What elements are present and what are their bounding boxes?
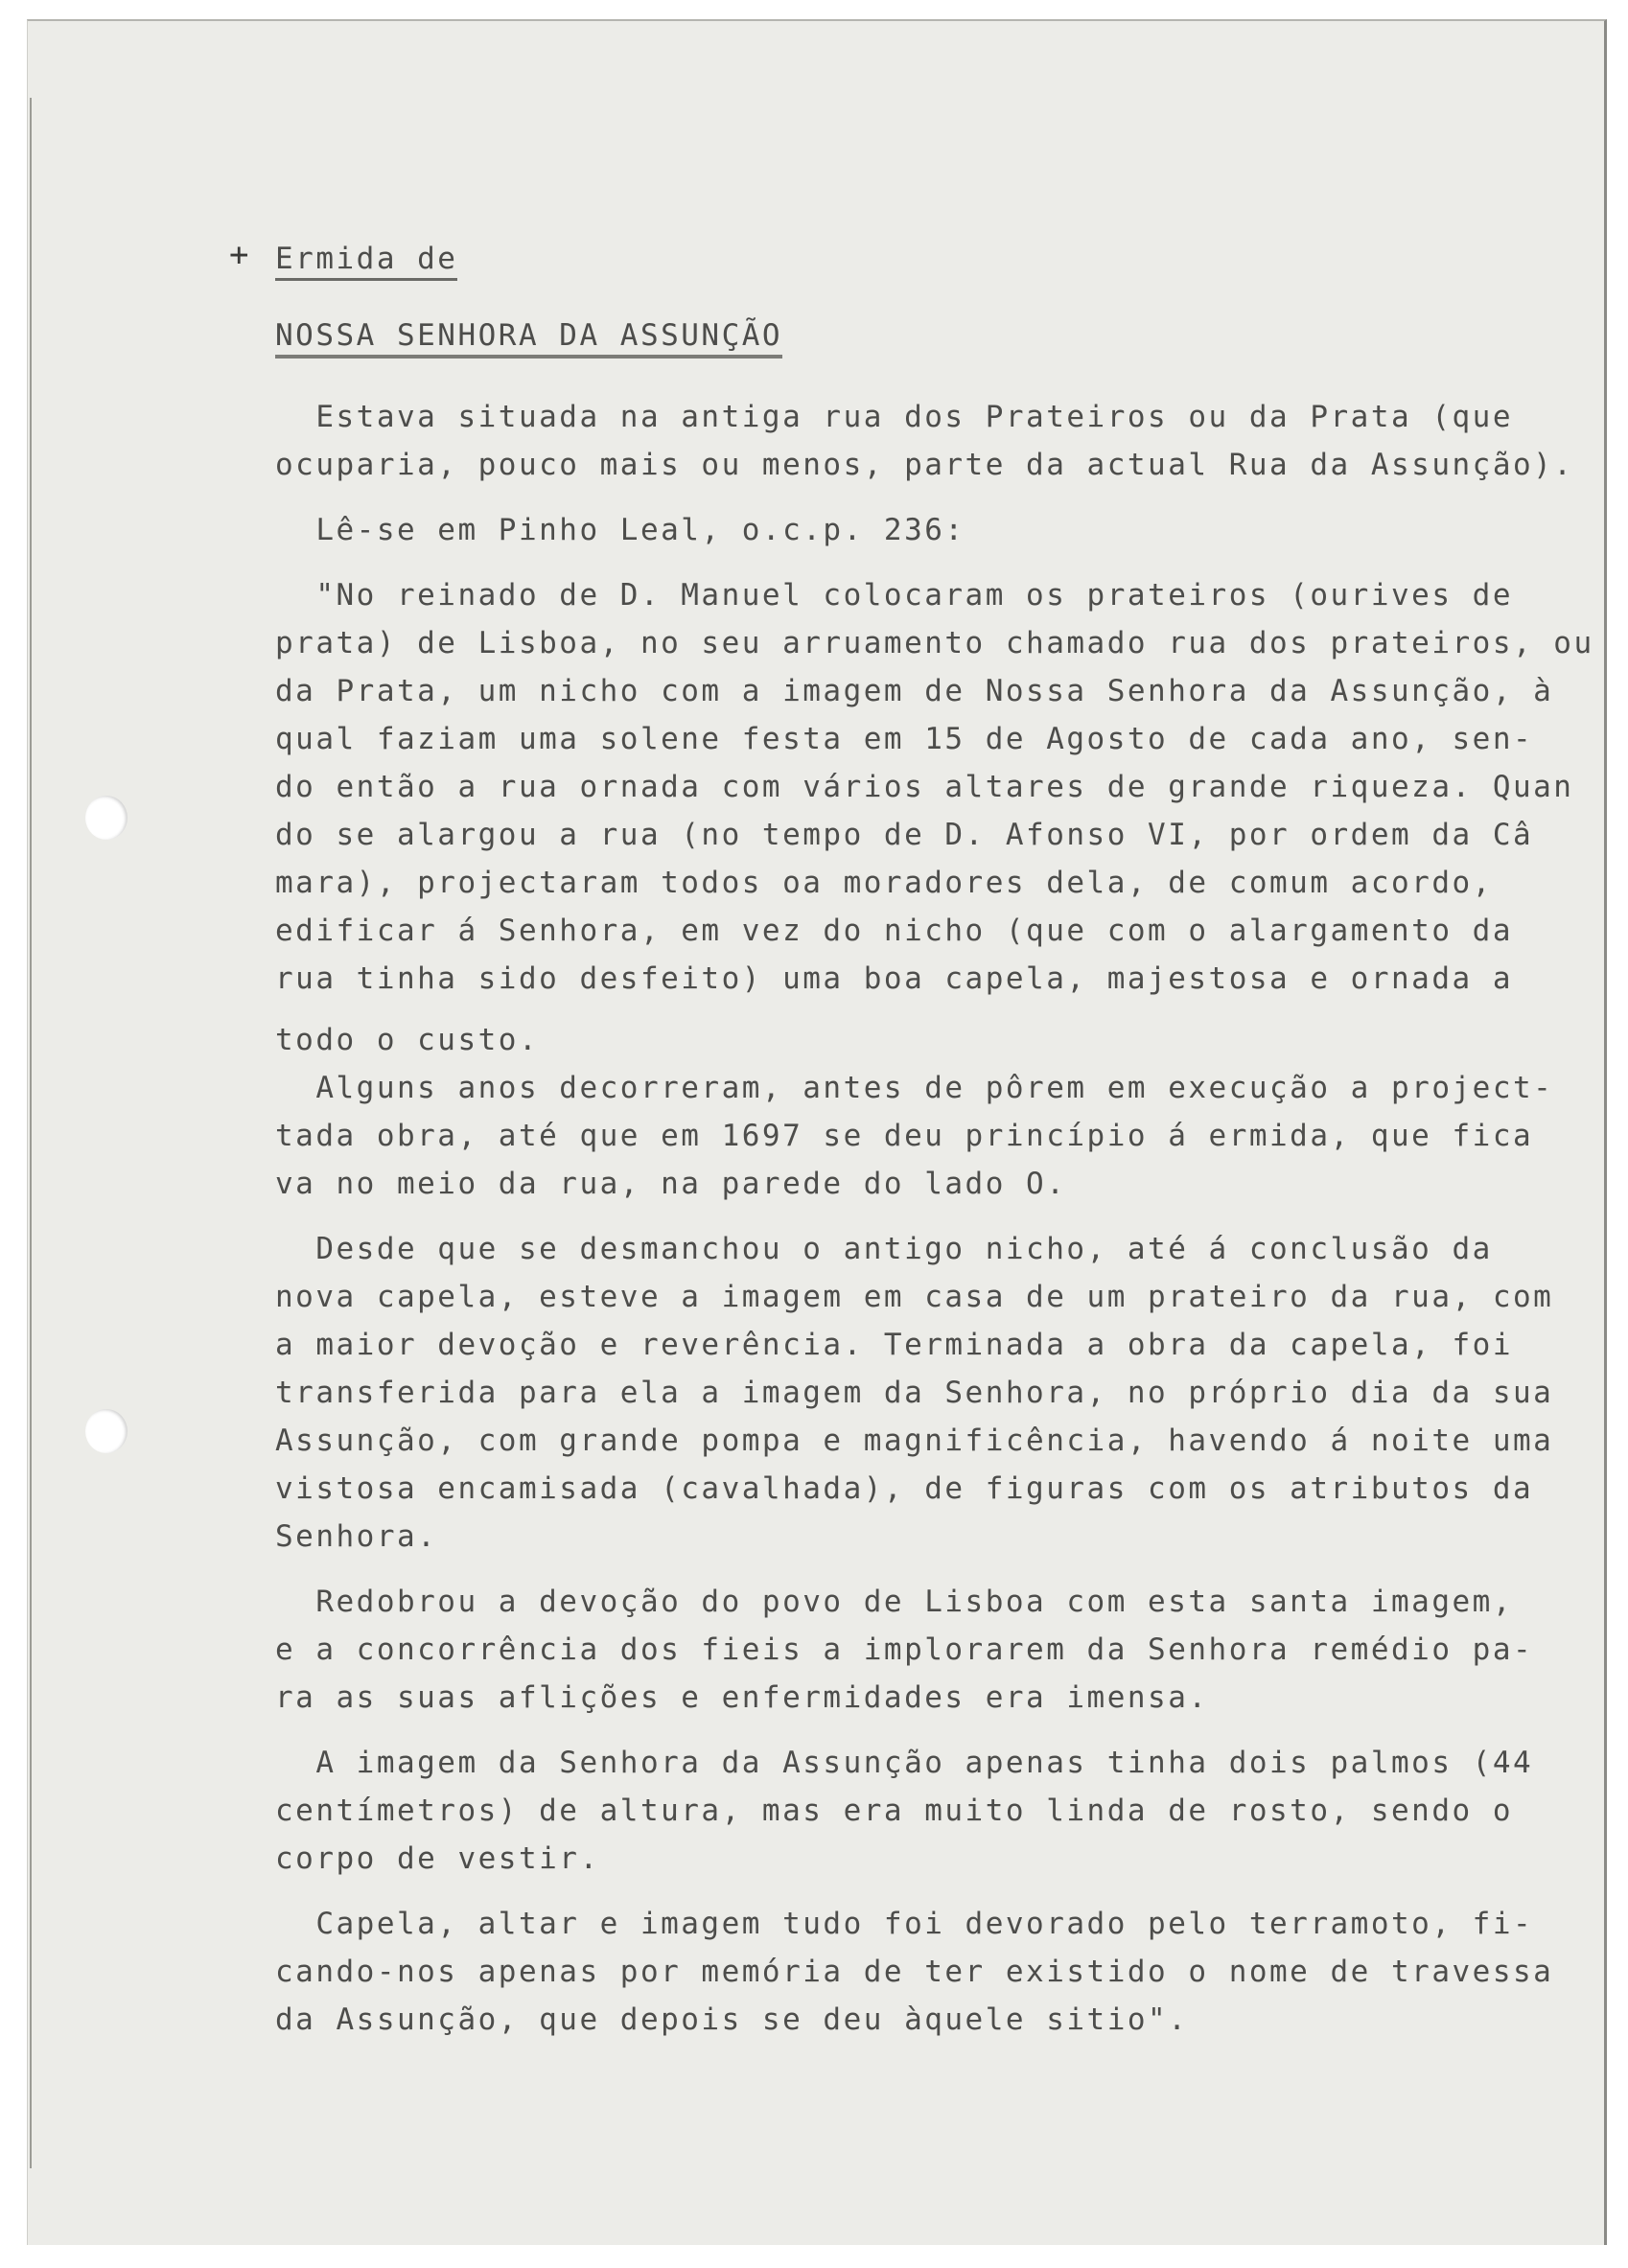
text-line: ra as suas aflições e enfermidades era imensa.: [275, 1680, 1209, 1715]
text-line: mara), projectaram todos oa moradores dela, de comum acordo,: [275, 866, 1493, 900]
text-line: qual faziam uma solene festa em 15 de Agosto de cada ano, sen-: [275, 722, 1534, 756]
text-line: vistosa encamisada (cavalhada), de figuras com os atributos da: [275, 1471, 1534, 1506]
text-line: ocuparia, pouco mais ou menos, parte da actual Rua da Assunção).: [275, 448, 1574, 482]
text-line: e a concorrência dos fieis a implorarem da Senhora remédio pa-: [275, 1632, 1534, 1667]
text-line: cando-nos apenas por memória de ter existido o nome de travessa: [275, 1955, 1554, 1989]
text-line: transferida para ela a imagem da Senhora, no próprio dia da sua: [275, 1376, 1554, 1410]
punch-hole: [85, 796, 128, 840]
document-body: [229, 236, 1594, 2044]
text-line: todo o custo.: [275, 1023, 540, 1057]
text-line: Desde que se desmanchou o antigo nicho, até á conclusão da: [275, 1232, 1493, 1266]
text-line: da Assunção, que depois se deu àquele sitio".: [275, 2002, 1189, 2037]
text-line: corpo de vestir.: [275, 1841, 600, 1876]
text-line: nova capela, esteve a imagem em casa de um prateiro da rua, com: [275, 1280, 1554, 1314]
text-line: Senhora.: [275, 1519, 438, 1554]
text-line: A imagem da Senhora da Assunção apenas tinha dois palmos (44: [275, 1746, 1534, 1780]
text-line: da Prata, um nicho com a imagem de Nossa Senhora da Assunção, à: [275, 674, 1554, 708]
text-line: va no meio da rua, na parede do lado O.: [275, 1167, 1067, 1201]
text-line: do então a rua ornada com vários altares de grande riqueza. Quan: [275, 770, 1574, 804]
page-margin-line: [30, 98, 32, 2168]
cross-mark-icon: +: [229, 236, 251, 274]
punch-hole: [85, 1409, 128, 1453]
page-title: NOSSA SENHORA DA ASSUNÇÃO: [275, 316, 782, 359]
text-line: do se alargou a rua (no tempo de D. Afonso VI, por ordem da Câ: [275, 818, 1534, 852]
text-line: Alguns anos decorreram, antes de pôrem em execução a project-: [275, 1071, 1554, 1105]
text-line: tada obra, até que em 1697 se deu princípio á ermida, que fica: [275, 1119, 1534, 1153]
text-line: Assunção, com grande pompa e magnificência, havendo á noite uma: [275, 1423, 1554, 1458]
text-line: rua tinha sido desfeito) uma boa capela, majestosa e ornada a: [275, 961, 1513, 996]
text-line: Lê-se em Pinho Leal, o.c.p. 236:: [275, 513, 965, 547]
text-line: edificar á Senhora, em vez do nicho (que com o alargamento da: [275, 914, 1513, 948]
text-line: prata) de Lisboa, no seu arruamento chamado rua dos prateiros, ou: [275, 626, 1594, 660]
text-line: "No reinado de D. Manuel colocaram os prateiros (ourives de: [275, 578, 1513, 613]
text-line: a maior devoção e reverência. Terminada a obra da capela, foi: [275, 1328, 1513, 1362]
text-line: centímetros) de altura, mas era muito linda de rosto, sendo o: [275, 1794, 1513, 1828]
text-line: Estava situada na antiga rua dos Prateiros ou da Prata (que: [275, 400, 1513, 434]
heading: Ermida de: [275, 240, 457, 281]
text-line: Redobrou a devoção do povo de Lisboa com esta santa imagem,: [275, 1585, 1513, 1619]
typewritten-page: [27, 19, 1607, 2245]
text-line: Capela, altar e imagem tudo foi devorado pelo terramoto, fi-: [275, 1907, 1534, 1941]
